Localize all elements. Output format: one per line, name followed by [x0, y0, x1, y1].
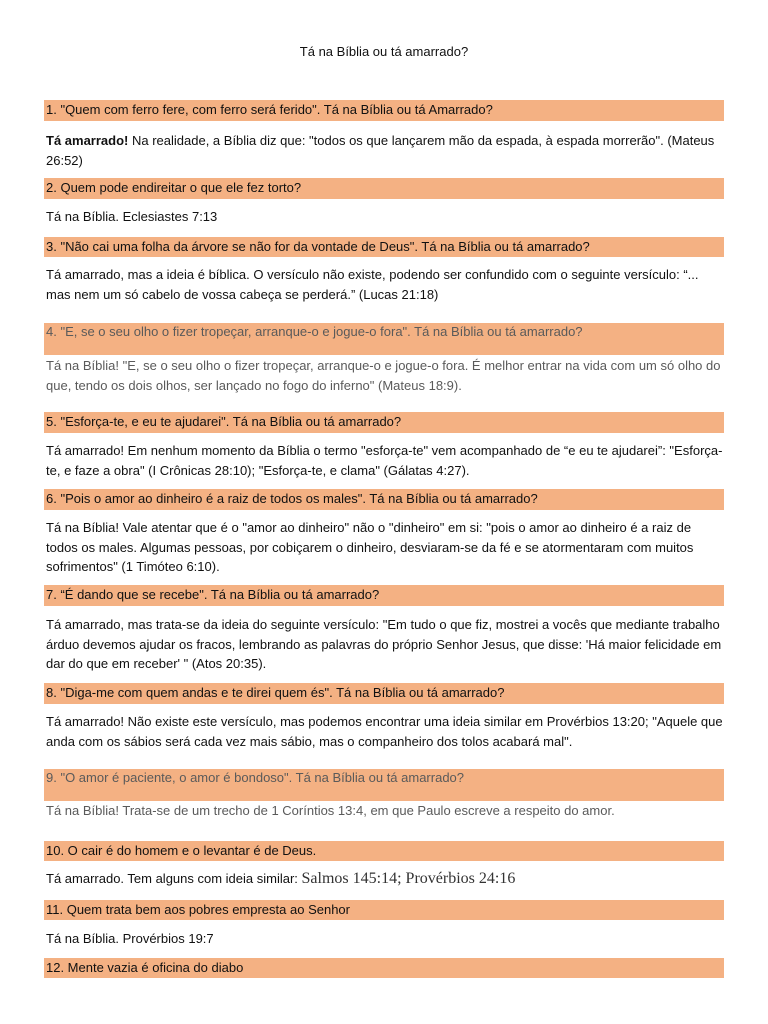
question-4: 4. "E, se o seu olho o fizer tropeçar, arranque-o e jogue-o fora". Tá na Bíblia ou tá amarrado? [44, 323, 724, 355]
answer-10-text: Tá amarrado. Tem alguns com ideia similar: [46, 871, 302, 886]
question-1: 1. "Quem com ferro fere, com ferro será ferido". Tá na Bíblia ou tá Amarrado? [44, 100, 724, 121]
answer-7: Tá amarrado, mas trata-se da ideia do seguinte versículo: "Em tudo o que fiz, mostrei a vocês que mediante trabalho árduo devemos ajudar os fracos, lembrando as palavras do próprio Senhor Jesus, que disse: 'Há maior felicidade em dar do que em receber' " (Atos 20:35). [46, 617, 722, 671]
answer-4: Tá na Bíblia! "E, se o seu olho o fizer tropeçar, arranque-o e jogue-o fora. É melhor entrar na vida com um só olho do que, tendo os dois olhos, ser lançado no fogo do inferno" (Mateus 18:9). [46, 358, 721, 393]
answer-6: Tá na Bíblia! Vale atentar que é o "amor ao dinheiro" não o "dinheiro" em si: "pois o amor ao dinheiro é a raiz de todos os males. Algumas pessoas, por cobiçarem o dinheiro, desviaram-se da fé e se atormentaram com muitos sofrimentos" (1 Timóteo 6:10). [46, 520, 694, 574]
answer-10 [46, 869, 726, 889]
answer-1 [46, 131, 726, 170]
question-10: 10. O cair é do homem e o levantar é de Deus. [44, 841, 724, 861]
question-7: 7. “É dando que se recebe". Tá na Bíblia ou tá amarrado? [44, 585, 724, 606]
answer-1-text: Na realidade, a Bíblia diz que: "todos os que lançarem mão da espada, à espada morrerão". (Mateus 26:52) [46, 133, 715, 168]
question-6: 6. "Pois o amor ao dinheiro é a raiz de todos os males". Tá na Bíblia ou tá amarrado? [44, 489, 724, 510]
answer-2: Tá na Bíblia. Eclesiastes 7:13 [46, 209, 218, 224]
answer-10-reference: Salmos 145:14; Provérbios 24:16 [301, 870, 516, 887]
question-5: 5. "Esforça-te, e eu te ajudarei". Tá na Bíblia ou tá amarrado? [44, 412, 724, 433]
answer-1-verdict: Tá amarrado! [46, 133, 129, 148]
question-11: 11. Quem trata bem aos pobres empresta ao Senhor [44, 900, 724, 920]
answer-3: Tá amarrado, mas a ideia é bíblica. O versículo não existe, podendo ser confundido com o seguinte versículo: “... mas nem um só cabelo de vossa cabeça se perderá.” (Lucas 21:18) [46, 267, 699, 302]
answer-11: Tá na Bíblia. Provérbios 19:7 [46, 931, 214, 946]
question-2: 2. Quem pode endireitar o que ele fez torto? [44, 178, 724, 199]
question-9: 9. "O amor é paciente, o amor é bondoso". Tá na Bíblia ou tá amarrado? [44, 769, 724, 801]
question-3: 3. "Não cai uma folha da árvore se não for da vontade de Deus". Tá na Bíblia ou tá amarrado? [44, 237, 724, 257]
question-8: 8. "Diga-me com quem andas e te direi quem és". Tá na Bíblia ou tá amarrado? [44, 683, 724, 704]
answer-9: Tá na Bíblia! Trata-se de um trecho de 1 Coríntios 13:4, em que Paulo escreve a respeito do amor. [46, 803, 615, 818]
answer-5: Tá amarrado! Em nenhum momento da Bíblia o termo "esforça-te" vem acompanhado de “e eu te ajudarei”: "Esforça-te, e faze a obra" (I Crônicas 28:10); "Esforça-te, e clama" (Gálatas 4:27). [46, 443, 723, 478]
question-12: 12. Mente vazia é oficina do diabo [44, 958, 724, 978]
page-title: Tá na Bíblia ou tá amarrado? [299, 44, 469, 59]
answer-8: Tá amarrado! Não existe este versículo, mas podemos encontrar uma ideia similar em Provérbios 13:20; "Aquele que anda com os sábios será cada vez mais sábio, mas o companheiro dos tolos acabará mal". [46, 714, 723, 749]
